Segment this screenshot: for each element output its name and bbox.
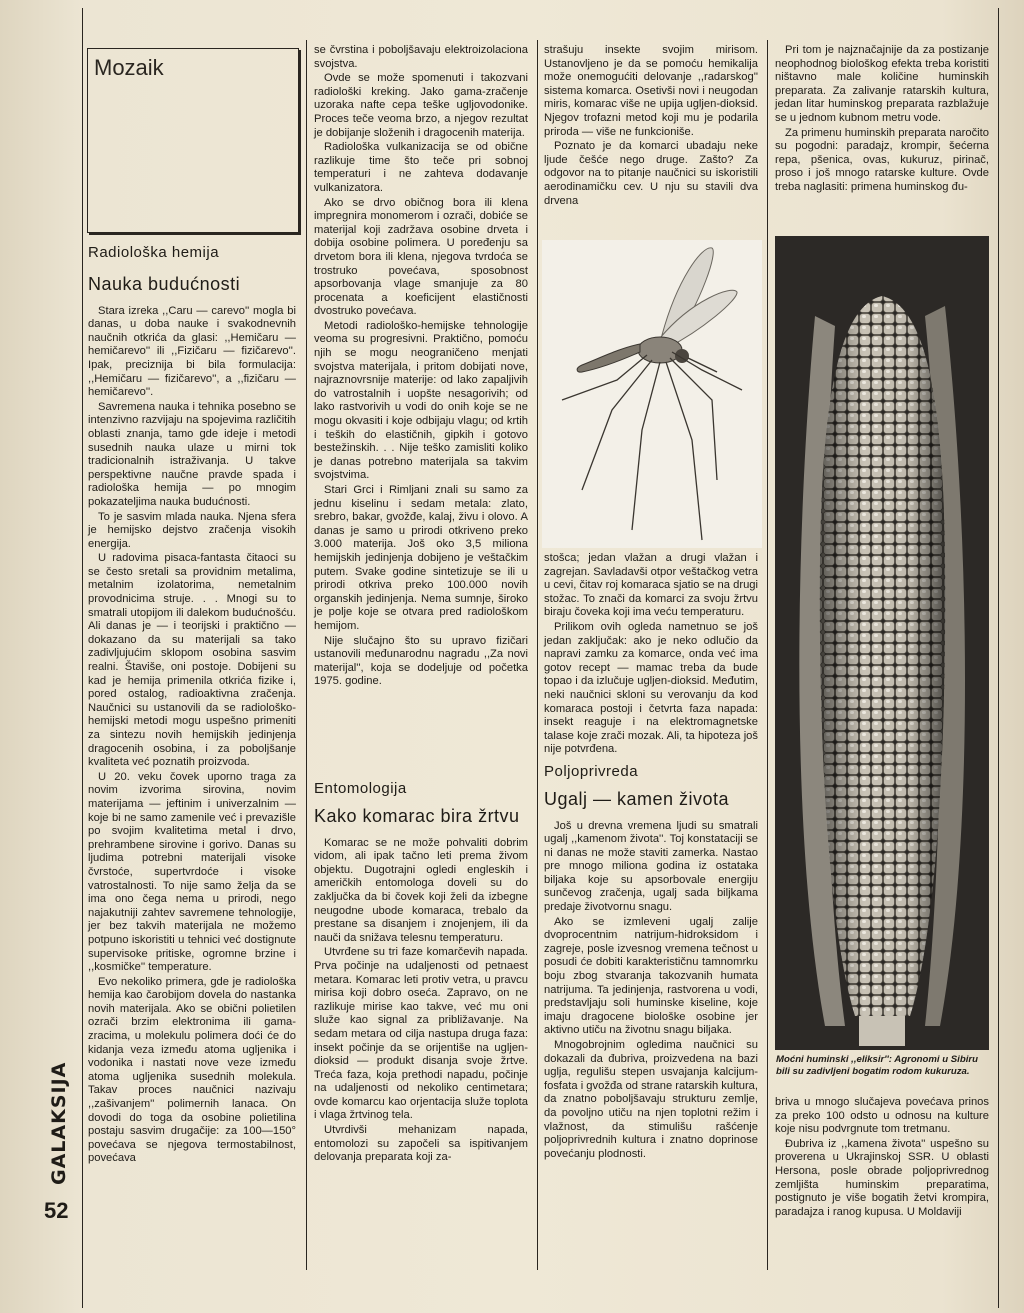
column-rule-3 [767,40,768,1270]
article2-headline: Kako komarac bira žrtvu [314,805,520,826]
paragraph: To je sasvim mlada nauka. Njena sfera je hemijsko dejstvo zračenja visokih energija. [88,510,296,550]
paragraph: U radovima pisaca-fantasta čitaoci su se često sretali sa providnim metalima, metalnim izolatorima, nemetalnim provodnicima struje. . . Mnogi su to smatrali utopijom ili dalekom budućnošću. Ali danas je — i teorijski i praktično — dokazano da su materijali sa tako zadivljujućim sklopom osobina sasvim realni. Štaviše, oni postoje. Dobijeni su kad je hemija primenila otkrića fizike i, pored ostalog, radioaktivna zračenja. Naučnici su ustanovili da se radiološko-hemijski metodi mogu uspešno primeniti za sintezu novih hemijskih jedinjenja dragocenih osobina, i za poboljšanje kvaliteta već poznatih proizvoda. [88,552,296,769]
paragraph: Komarac se ne može pohvaliti dobrim vidom, ali ipak tačno leti prema živom objektu. Dugotrajni ogledi engleskih i američkih entomologa doveli su do zaključka da bi čovek koji želi da izbegne neugodne ubode komaraca, trebalo da prestane sa disanjem i znojenjem, ili da nauči da snižava telesnu temperaturu. [314,836,528,944]
paragraph: Metodi radiološko-hemijske tehnologije veoma su progresivni. Praktično, pomoću njih se mogu neograničeno menjati svojstva materijala, i pritom dobijati nove, najraznovrsnije materije: od lako zapaljivih do vatrostalnih i uopšte nesagorivih; od lako rastvorivih u vodi do onih koje se ne mogu okvasiti i koje odbijaju vlagu; od krtih i teških do elastičnih, gipkih i gotovo bestežinskih. . . Nije teško zamisliti koliko je danas potrebno materijala sa takvim svojstvima. [314,319,528,482]
page-number: 52 [44,1198,69,1223]
column-4-bottom [775,1096,989,1220]
paragraph: Još u drevna vremena ljudi su smatrali ugalj ,,kamenom života''. Toj konstataciji se ni danas ne može staviti zamerka. Nastao pre mnogo miliona godina iz ostataka biljaka koje su apsorbovale energiju sunčevog zračenja, ugalj sada biljkama predaje životvornu snagu. [544,819,758,914]
paragraph: Stari Grci i Rimljani znali su samo za jednu kiselinu i sedam metala: zlato, srebro, bakar, gvožđe, kalaj, živu i olovo. A danas je samo u prirodi otkriveno preko 3.000 materija. Još oko 3,5 miliona hemijskih jedinjenja dobijeno je veštačkim putem. Svake godine sintetizuje se ili u prirodi otkriva preko 100.000 novih organskih jedinjenja. Nema sumnje, široko je polje koje se otvara pred radiološkom hemijom. [314,484,528,632]
paragraph: Savremena nauka i tehnika posebno se intenzivno razvijaju na spojevima različitih oblasti znanja, tamo gde ideje i metodi susednih nauka ulaze u mirni tok tradicionalnih istraživanja. U takve perspektivne naučne pravde spada i radiološka hemija — po mnogim pokazateljima nauka budućnosti. [88,400,296,508]
paragraph: Za primenu huminskih preparata naročito su pogodni: paradajz, krompir, šećerna repa, pšenica, ovas, kukuruz, pirinač, proso i još mnogo ratarske kulture. Ovde treba naglasiti: primena huminskog đu- [775,126,989,193]
paragraph: U 20. veku čovek uporno traga za novim izvorima sirovina, novim materijama — jeftinim i univerzalnim — koje bi ne samo zamenile već i prevazišle po svojim kvalitetima metal i drvo, prehrambene sirovine i gorivo. Danas su ljudima potrebni materijali visoke čvrstoće, supertvrdoće i visoke vatrostalnosti. To nije samo želja da se ima ono čega nema u prirodi, nego najakutniji zahtev savremene tehnologije, jer bez takvih materijala ne možemo potpuno iskoristiti u tehnici već dostignute supervisoke pritiske, ogromne brzine i ,,kosmičke'' temperature. [88,770,296,974]
paragraph: Mnogobrojnim ogledima naučnici su dokazali da đubriva, proizvedena na bazi uglja, regulišu stepen usvajanja kalcijum-fosfata i gvožđa od strane ratarskih kultura, da znatno poboljšavaju strukturu zemlje, da povoljno utiču na njen toplotni režim i vlažnost, da stimulišu rašćenje poljoprivrednih kultura i znatno doprinose povećanju plodnosti. [544,1039,758,1160]
magazine-title-vertical: GALAKSIJA [48,1061,70,1185]
column-3-top [544,44,758,209]
section-title: Mozaik [94,55,164,80]
mosquito-icon [542,240,762,548]
paragraph: Utvrdivši mehanizam napada, entomolozi su započeli sa ispitivanjem delovanja preparata koji za- [314,1124,528,1164]
paragraph: briva u mnogo slučajeva povećava prinos za preko 100 odsto u odnosu na kulture koje nisu podvrgnute tom tretmanu. [775,1096,989,1136]
column-1 [88,246,296,1167]
paragraph: Ako se izmleveni ugalj zalije dvoprocentnim natrijum-hidroksidom i zagreje, posle izvesnog vremena tečnost u posudi će dobiti karakterističnu tamnomrku boju zbog stvaranja takozvanih humata natrijuma. Ta jedinjenja, rastvorena u vodi, predstavljaju soli huminske kiseline, koje imaju dragocene biološke osobine jer aktivno utiču na životnu snagu biljaka. [544,915,758,1037]
paragraph: Ako se drvo običnog bora ili klena impregnira monomerom i ozrači, dobiće se materijal koji zadržava osobine drveta i dobija osobine polimera. U poređenju sa drvetom bora ili klena, njegova tvrdoća se trostruko povećava, sposobnost apsorbovanja vlage smanjuje za 80 procenata a koeficijent elastičnosti dvostruko povećava. [314,196,528,318]
paragraph: Utvrđene su tri faze komarčevih napada. Prva počinje na udaljenosti od petnaest metara. Komarac leti protiv vetra, u pravcu mirisa koji dobro oseća. Zapravo, on ne razlikuje mirise kao takve, već mu oni služe kao signal za približavanje. Na sedam metara od cilja nastupa druga faza: insekt počinje da se orijentiše na ugljen-dioksid — produkt disanja svoje žrtve. Treća faza, koja prethodi napadu, počinje na udaljenosti od nekoliko centimetara; ovde komarcu kao orjentacija služe toplota i vlaga žrtvinog tela. [314,946,528,1122]
paragraph: Evo nekoliko primera, gde je radiološka hemija kao čarobijom dovela do nastanka novih materijala. Ako se obični polietilen ozrači brzim elektronima ili gama-zracima, u molekulu polimera doći će do kidanja veza između atoma ugljenika i vodonika i nastati nove veze između atoma ugljenika susednih molekula. Takav proces naučnici nazivaju ,,zašivanjem'' polimernih lanaca. On dovodi do toga da osobine polietilina postaju sasvim drugačije: za 100—150° povećava se njegova termostabilnost, povećava [88,975,296,1165]
column-2 [314,44,528,690]
column-rule-2 [537,40,538,1270]
paragraph: Stara izreka ,,Caru — carevo'' mogla bi danas, u doba nauke i svakodnevnih naučnih otkrića da glasi: ,,Hemičaru — hemičarevo'' ili ,,Fizičaru — fizičarevo''. Ipak, preciznija bi bila formulacija: ,,Hemičaru — fizičarevo'', a ,,fizičaru — hemičarevo''. [88,304,296,399]
paragraph: Nije slučajno što su upravo fizičari ustanovili međunarodnu nagradu ,,Za novi materijal'', koja se dodeljuje od početka 1975. godine. [314,634,528,688]
paragraph: strašuju insekte svojim mirisom. Ustanovljeno je da se pomoću hemikalija može onemogućiti delovanje ,,radarskog'' sistema komarca. Osetivši novi i neugodan miris, komarac više ne upija ugljen-dioksid. Njegov trofazni metod koji mu je podarila priroda — više ne funkcioniše. [544,44,758,138]
column-rule-1 [306,40,307,1270]
mosquito-photo [542,240,762,548]
paragraph: Poznato je da komarci ubadaju neke ljude češće nego druge. Zašto? Za odgovor na to pitanje naučnici su iskoristili aerodinamičku cev. U nju su stavili dva drvena [544,140,758,207]
article2-rubric: Entomologija [314,780,407,797]
article1-headline: Nauka budućnosti [88,273,241,294]
photo-caption: Moćni huminski ,,eliksir'': Agronomi u Sibiru bili su zadivljeni bogatim rodom kukuruza. [776,1054,978,1077]
corn-cob-icon [775,236,989,1050]
article1-rubric: Radiološka hemija [88,244,220,261]
article3-headline: Ugalj — kamen života [544,788,730,809]
paragraph: Ovde se može spomenuti i takozvani radiološki kreking. Jako gama-zračenje uzoraka nafte cepa teške ugljovodonike. Proces teče veoma brzo, a njegov rezultat je dobijanje složenih i dragocenih materija. [314,72,528,139]
corn-photo [775,236,989,1050]
section-box [87,48,299,233]
paragraph: se čvrstina i poboljšavaju elektroizolaciona svojstva. [314,44,528,70]
column-rule-left [82,8,83,1308]
column-3-bottom [544,552,758,1162]
paragraph: Pri tom je najznačajnije da za postizanje neophodnog biološkog efekta treba koristiti ništavno male količine huminskih preparata. Za zalivanje ratarskih kultura, jedan litar huminskog preparata razblažuje se u jednom kubnom metru vode. [775,44,989,124]
paragraph: Prilikom ovih ogleda nametnuo se još jedan zaključak: ako je neko odlučio da napravi zamku za komarce, onda već ima gotov recept — mamac treba da bude topao i da izlučuje ugljen-dioksid. Međutim, neki naučnici skloni su verovanju da kod komaraca postoji i četvrta faza napada: insekt reaguje i na elektromagnetske talase koje zrači mozak. Ali, ta hipoteza još nije potvrđena. [544,620,758,756]
column-rule-right [998,8,999,1308]
paragraph: stošca; jedan vlažan a drugi vlažan i zagrejan. Savladavši otpor veštačkog vetra u cevi, čitav roj komaraca sjatio se na drugi stožac. To znači da komarci za svoju žrtvu biraju čoveka koji ima veću temperaturu. [544,552,758,619]
column-2-article2 [314,782,528,1166]
paragraph: Radiološka vulkanizacija se od obične razlikuje time što teče pri sobnoj temperaturi i ne zahteva dodavanje vulkanizatora. [314,141,528,194]
column-4-top [775,44,989,196]
article3-rubric: Poljoprivreda [544,762,639,780]
paragraph: Đubriva iz ,,kamena života'' uspešno su proverena u Ukrajinskoj SSR. U oblasti Hersona, posle obrade poljoprivrednog zemljišta huminskim preparatima, postignuto je više bogatih žetvi krompira, paradajza i ranog kupusa. U Moldaviji [775,1137,989,1218]
